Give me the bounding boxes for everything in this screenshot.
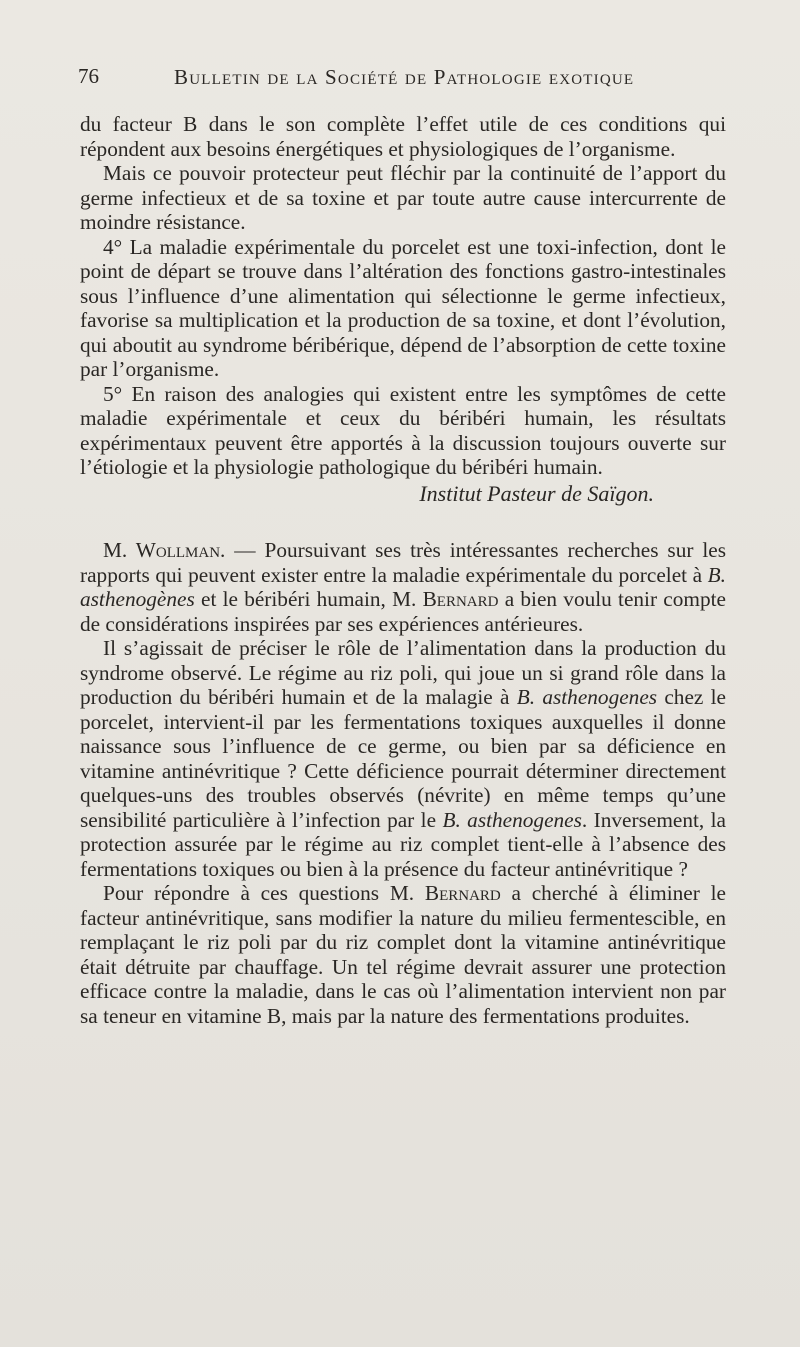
text-run: a cherché à éliminer le facteur antinévritique, sans modifier la nature du milieu fermentescible, en remplaçant le riz poli par du riz complet dont la vitamine antinévritique était détruite par chauffage. Un tel régime devrait assurer une protection efficace contre la maladie, dans le cas où l’alimentation intervient non par sa teneur en vitamine B, mais par la nature des fermentations produites. bbox=[80, 881, 726, 1028]
speaker-name: M. Wollman. bbox=[103, 538, 226, 562]
page-header bbox=[78, 64, 718, 90]
text-run: Pour répondre à ces questions M. bbox=[103, 881, 425, 905]
author-name: Bernard bbox=[424, 881, 501, 905]
paragraph bbox=[80, 636, 726, 881]
discussion-paragraph bbox=[80, 538, 726, 636]
article-body bbox=[80, 112, 726, 1028]
institution-signature: Institut Pasteur de Saïgon. bbox=[419, 480, 654, 506]
conclusion-4: 4° La maladie expérimentale du porcelet est une toxi-infection, dont le point de départ se trouve dans l’altération des fonctions gastro-intestinales sous l’influence d’une alimentation qui sélectionne le germe infectieux, favorise sa multiplication et la production de sa toxine, et dont l’évolution, qui aboutit au syndrome béribérique, dépend de l’absorption de cette toxine par l’organisme. bbox=[80, 234, 726, 381]
text-run: . Inversement, la protection assurée par le régime au riz complet tient-elle à l’absence des fermentations toxiques ou bien à la présence du facteur antinévritique ? bbox=[80, 807, 726, 881]
text-run: — Poursuivant ses très intéressantes recherches sur les rapports qui peuvent exister entre la maladie expérimentale du porcelet à bbox=[80, 538, 726, 587]
text-run: et le béribéri humain, M. bbox=[194, 587, 423, 611]
conclusion-5: 5° En raison des analogies qui existent entre les symptômes de cette maladie expérimentale et ceux du béribéri humain, les résultats expérimentaux peuvent être apportés à la discussion toujours ouverte sur l’étiologie et la physiologie pathologique du béribéri humain. bbox=[80, 381, 726, 479]
paragraph bbox=[80, 881, 726, 1028]
text-run: chez le porcelet, intervient-il par les fermentations toxiques auxquelles il donne naissance sous l’influence de ce germe, ou bien par sa déficience en vitamine antinévritique ? Cette déficience pourrait déterminer directement quelques-uns des troubles observés (névrite) en même temps qu’une sensibilité particulière à l’infection par le bbox=[80, 685, 726, 832]
author-name: Bernard bbox=[422, 587, 499, 611]
paragraph: Mais ce pouvoir protecteur peut fléchir par la continuité de l’apport du germe infectieux et de sa toxine et par toute autre cause intercurrente de moindre résistance. bbox=[80, 161, 726, 234]
section-gap bbox=[80, 506, 726, 538]
text-run: Il s’agissait de préciser le rôle de l’alimentation dans la production du syndrome observé. Le régime au riz poli, qui joue un si grand rôle dans la production du béribéri humain et de la malagie à bbox=[80, 636, 726, 709]
species-name: B. asthenogènes bbox=[80, 562, 726, 611]
paragraph-continued: du facteur B dans le son complète l’effet utile de ces conditions qui répondent aux besoins énergétiques et physiologiques de l’organisme. bbox=[80, 112, 726, 161]
running-title: Bulletin de la Société de Pathologie exotique bbox=[174, 65, 635, 89]
species-name: B. asthenogenes bbox=[442, 807, 582, 832]
text-run: a bien voulu tenir compte de considérations inspirées par ses expériences antérieures. bbox=[80, 587, 726, 636]
species-name: B. asthenogenes bbox=[516, 685, 658, 709]
page-number: 76 bbox=[78, 64, 99, 88]
